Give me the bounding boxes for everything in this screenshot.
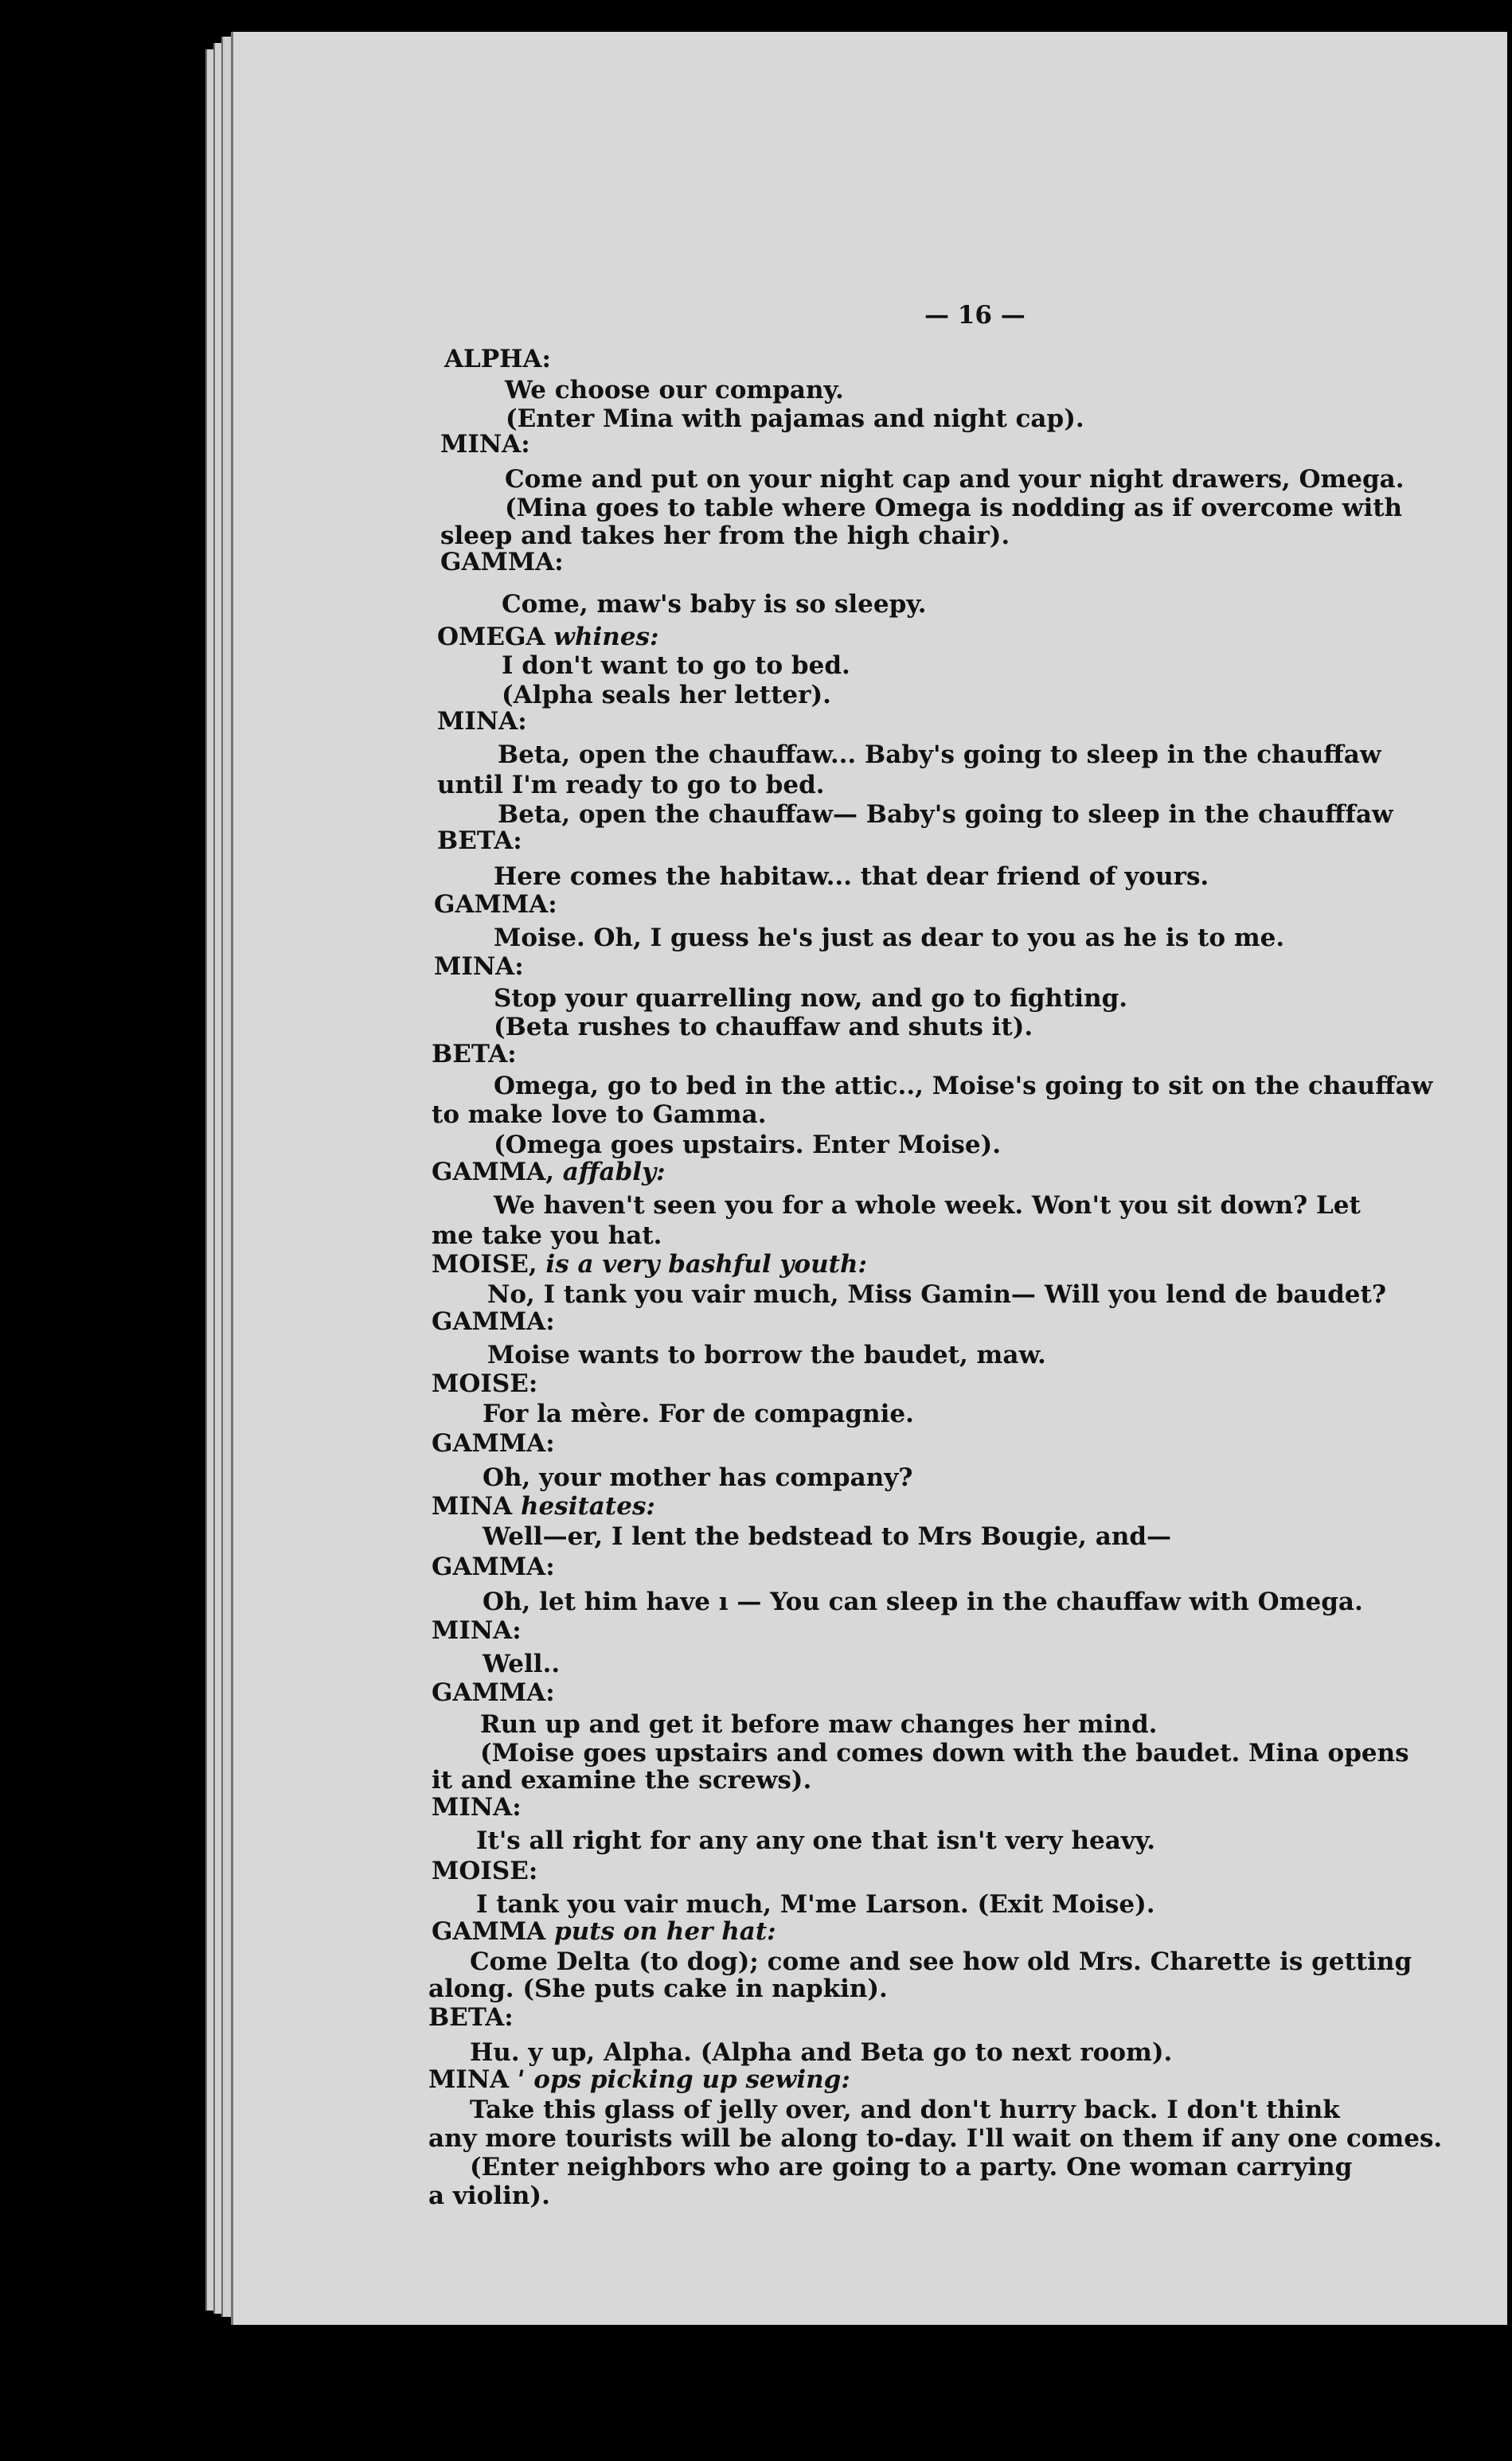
text-line [432, 1100, 766, 1129]
stage-direction-italic: hesitates: [521, 1492, 655, 1521]
line-text: MINA [428, 2065, 518, 2094]
line-text: Oh, let him have ı — You can sleep in the chauffaw with Omega. [483, 1588, 1363, 1616]
stage-direction-italic: puts on her hat: [554, 1917, 776, 1946]
text-line [432, 1307, 555, 1336]
line-text: Beta, open the chauffaw... Baby's going to sleep in the chauffaw [498, 740, 1381, 769]
line-text: MOISE: [432, 1857, 538, 1885]
text-line [432, 1429, 555, 1458]
text-line [432, 1553, 555, 1581]
text-line [428, 2065, 850, 2094]
line-text: OMEGA [437, 623, 554, 651]
line-text: to make love to Gamma. [432, 1100, 767, 1129]
text-line [432, 1766, 811, 1795]
line-text: GAMMA: [432, 1553, 555, 1581]
line-text: MINA: [432, 1616, 522, 1645]
line-text: MOISE: [432, 1369, 538, 1398]
line-text: For la mère. For de compagnie. [483, 1400, 914, 1428]
text-line [432, 1793, 522, 1822]
line-text: Beta, open the chauffaw— Baby's going to sleep in the chaufffaw [498, 800, 1393, 829]
text-line [432, 1158, 666, 1186]
line-text: (Enter neighbors who are going to a party. One woman carrying [470, 2153, 1353, 2182]
text-line [502, 651, 850, 680]
text-line [476, 1826, 1155, 1855]
line-text: GAMMA: [434, 890, 557, 919]
text-line [494, 1013, 1033, 1041]
text-line [437, 771, 825, 799]
stage-direction-italic: whines: [553, 623, 659, 651]
line-text: BETA: [437, 826, 522, 855]
text-line [432, 1678, 555, 1707]
text-line [470, 2153, 1352, 2182]
text-line [437, 826, 522, 855]
text-line [502, 590, 927, 619]
text-line [494, 984, 1127, 1013]
line-text: sleep and takes her from the high chair). [440, 521, 1010, 550]
text-line [432, 1040, 517, 1068]
line-text: Run up and get it before maw changes her mind. [480, 1710, 1158, 1739]
line-text: Well.. [483, 1650, 561, 1678]
line-text: until I'm ready to go to bed. [437, 771, 825, 799]
text-line [505, 494, 1402, 522]
page-number: — 16 — [924, 301, 1026, 330]
line-text: MINA: [434, 952, 524, 981]
line-text: Hu. y up, Alpha. (Alpha and Beta go to next room). [470, 2038, 1173, 2067]
line-text: Take this glass of jelly over, and don't hurry back. I don't think [470, 2096, 1340, 2124]
text-line [437, 623, 658, 651]
text-line [483, 1522, 1171, 1551]
text-line [432, 1917, 776, 1946]
line-text: No, I tank you vair much, Miss Gamin— Will you lend de baudet? [487, 1280, 1387, 1309]
line-text: (Mina goes to table where Omega is nodding as if overcome with [505, 494, 1403, 522]
text-line [428, 2182, 550, 2210]
text-line [428, 2003, 514, 2032]
line-text: (Beta rushes to chauffaw and shuts it). [494, 1013, 1033, 1041]
text-line [483, 1400, 914, 1428]
text-line [440, 521, 1010, 550]
line-text: Oh, your mother has company? [483, 1463, 913, 1492]
text-line [470, 1947, 1412, 1976]
text-line [502, 681, 831, 709]
line-text: Here comes the habitaw... that dear friend of yours. [494, 862, 1209, 891]
line-text: ALPHA: [444, 345, 551, 373]
line-text: a violin). [428, 2182, 550, 2210]
document-page [231, 32, 1507, 2325]
stage-direction-italic: affably: [562, 1158, 666, 1186]
text-line [487, 1280, 1386, 1309]
line-text: BETA: [432, 1040, 517, 1068]
line-text: BETA: [428, 2003, 514, 2032]
line-text: MINA: [440, 430, 530, 459]
text-line [432, 1857, 537, 1885]
stage-direction-italic: is a very bashful youth: [545, 1250, 867, 1279]
text-line [440, 548, 564, 576]
line-text: GAMMA: [432, 1307, 555, 1336]
text-line [480, 1739, 1409, 1768]
line-text: Come, maw's baby is so sleepy. [502, 590, 927, 619]
line-text: We choose our company. [505, 376, 844, 404]
line-text: me take you hat. [432, 1221, 662, 1250]
line-text: along. (She puts cake in napkin). [428, 1975, 888, 2003]
text-line [505, 376, 844, 404]
text-line [483, 1650, 560, 1678]
line-text: MINA [432, 1492, 521, 1521]
text-line [437, 707, 527, 736]
line-text: I don't want to go to bed. [502, 651, 850, 680]
text-line [432, 1250, 867, 1279]
line-text: MOISE, [432, 1250, 546, 1279]
text-line [432, 1616, 522, 1645]
line-text: MINA: [437, 707, 527, 736]
text-line [428, 1975, 888, 2003]
line-text: MINA: [432, 1793, 522, 1822]
text-line [498, 800, 1393, 829]
text-line [494, 1072, 1432, 1100]
text-line [480, 1710, 1157, 1739]
line-text: Moise wants to borrow the baudet, maw. [487, 1341, 1046, 1369]
line-text: GAMMA: [440, 548, 564, 576]
line-text: GAMMA [432, 1917, 555, 1946]
text-line [505, 465, 1405, 494]
line-text: any more tourists will be along to-day. I'll wait on them if any one comes. [428, 2124, 1443, 2153]
line-text: I tank you vair much, M'me Larson. (Exit Moise). [476, 1890, 1155, 1919]
line-text: GAMMA: [432, 1429, 555, 1458]
text-line [483, 1588, 1363, 1616]
text-line [432, 1492, 655, 1521]
line-text: Come and put on your night cap and your night drawers, Omega. [505, 465, 1405, 494]
line-text: GAMMA: [432, 1678, 555, 1707]
line-text: We haven't seen you for a whole week. Won't you sit down? Let [494, 1191, 1361, 1220]
line-text: (Alpha seals her letter). [502, 681, 831, 709]
line-text: it and examine the screws). [432, 1766, 812, 1795]
text-line [494, 862, 1209, 891]
text-line [432, 1221, 662, 1250]
text-line [444, 345, 551, 373]
line-text: It's all right for any any one that isn't very heavy. [476, 1826, 1156, 1855]
line-text: Come Delta (to dog); come and see how old Mrs. Charette is getting [470, 1947, 1412, 1976]
line-text: Stop your quarrelling now, and go to fighting. [494, 984, 1128, 1013]
line-text: Well—er, I lent the bedstead to Mrs Bougie, and— [483, 1522, 1172, 1551]
text-line [487, 1341, 1046, 1369]
text-line [494, 1131, 1001, 1159]
text-line [470, 2096, 1340, 2124]
line-text: (Omega goes upstairs. Enter Moise). [494, 1131, 1002, 1159]
line-text: (Moise goes upstairs and comes down with the baudet. Mina opens [480, 1739, 1409, 1768]
text-line [494, 1191, 1361, 1220]
line-text: GAMMA, [432, 1158, 563, 1186]
text-line [432, 1369, 537, 1398]
text-line [498, 740, 1381, 769]
line-text: Omega, go to bed in the attic.., Moise's going to sit on the chauffaw [494, 1072, 1433, 1100]
text-line [434, 952, 524, 981]
text-line [428, 2124, 1442, 2153]
text-line [476, 1890, 1155, 1919]
text-line [483, 1463, 912, 1492]
text-line [470, 2038, 1172, 2067]
text-line [506, 404, 1084, 433]
text-line [440, 430, 530, 459]
text-line [434, 890, 557, 919]
line-text: (Enter Mina with pajamas and night cap). [506, 404, 1084, 433]
page-text [233, 32, 1507, 2325]
line-text: Moise. Oh, I guess he's just as dear to you as he is to me. [494, 924, 1285, 952]
stage-direction-italic: ꞌ ops picking up sewing: [518, 2065, 850, 2094]
text-line [494, 924, 1284, 952]
